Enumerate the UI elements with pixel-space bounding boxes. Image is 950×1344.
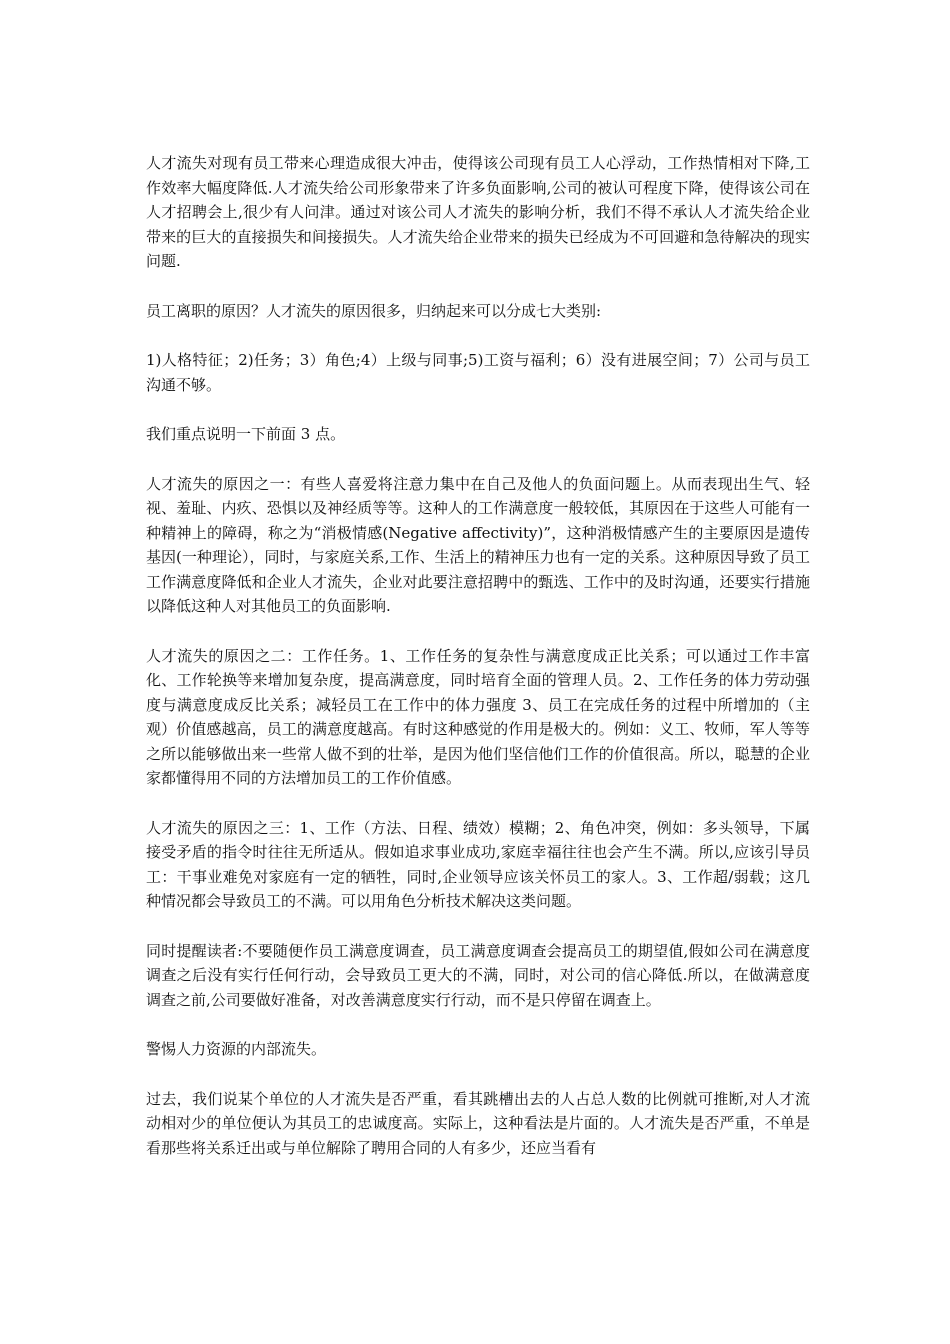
paragraph-focus-three: 我们重点说明一下前面 3 点。 [146, 425, 346, 443]
paragraph-reason-two: 人才流失的原因之二：工作任务。1、工作任务的复杂性与满意度成正比关系；可以通过工作丰富化、工作轮换等来增加复杂度，提高满意度，同时培育全面的管理人员。2、工作任务的体力劳动强度与满意度成反比关系；减轻员工在工作中的体力强度 3、员工在完成任务的过程中所增加的（主观）价值感越高，员工的满意度越高。有时这种感觉的作用是极大的。例如：义工、牧师，军人等等之所以能够做出来一些常人做不到的壮举，是因为他们坚信他们工作的价值很高。所以，聪慧的企业家都懂得用不同的方法增加员工的工作价值感。 [146, 646, 810, 787]
paragraph-impact: 人才流失对现有员工带来心理造成很大冲击，使得该公司现有员工人心浮动，工作热情相对下降,工作效率大幅度降低.人才流失给公司形象带来了许多负面影响,公司的被认可程度下降，使得该公司在人才招聘会上,很少有人问津。通过对该公司人才流失的影响分析，我们不得不承认人才流失给企业带来的巨大的直接损失和间接损失。人才流失给企业带来的损失已经成为不可回避和急待解决的现实问题. [146, 154, 810, 270]
paragraph-survey-reminder: 同时提醒读者:不要随便作员工满意度调查，员工满意度调查会提高员工的期望值,假如公司在满意度调查之后没有实行任何行动，会导致员工更大的不满，同时，对公司的信心降低.所以，在做满意度调查之前,公司要做好准备，对改善满意度实行行动，而不是只停留在调查上。 [146, 941, 810, 1009]
paragraph-past-view: 过去，我们说某个单位的人才流失是否严重，看其跳槽出去的人占总人数的比例就可推断,对人才流动相对少的单位便认为其员工的忠诚度高。实际上，这种看法是片面的。人才流失是否严重，不单是看那些将关系迁出或与单位解除了聘用合同的人有多少，还应当看有 [146, 1089, 810, 1157]
paragraph-reason-three: 人才流失的原因之三：1、工作（方法、日程、绩效）模糊；2、角色冲突，例如：多头领导，下属接受矛盾的指令时往往无所适从。假如追求事业成功,家庭幸福往往也会产生不满。所以,应该引导员工：干事业难免对家庭有一定的牺牲，同时,企业领导应该关怀员工的家人。3、工作超/弱载；这几种情况都会导致员工的不满。可以用角色分析技术解决这类问题。 [146, 818, 810, 910]
paragraph-seven-categories: 1)人格特征；2)任务；3）角色;4）上级与同事;5)工资与福利；6）没有进展空间；7）公司与员工沟通不够。 [146, 351, 810, 394]
document-body [146, 151, 810, 1185]
paragraph-internal-loss-heading: 警惕人力资源的内部流失。 [146, 1040, 327, 1058]
paragraph-reason-one: 人才流失的原因之一：有些人喜爱将注意力集中在自己及他人的负面问题上。从而表现出生气、轻视、羞耻、内疚、恐惧以及神经质等等。这种人的工作满意度一般较低，其原因在于这些人可能有一种精神上的障碍，称之为“消极情感(Negative affectivity)”，这种消极情感产生的主要原因是遗传基因(一种理论），同时，与家庭关系,工作、生活上的精神压力也有一定的关系。这种原因导致了员工工作满意度降低和企业人才流失，企业对此要注意招聘中的甄选、工作中的及时沟通，还要实行措施以降低这种人对其他员工的负面影响. [146, 474, 810, 615]
paragraph-reasons-question: 员工离职的原因？人才流失的原因很多，归纳起来可以分成七大类别: [146, 301, 602, 320]
